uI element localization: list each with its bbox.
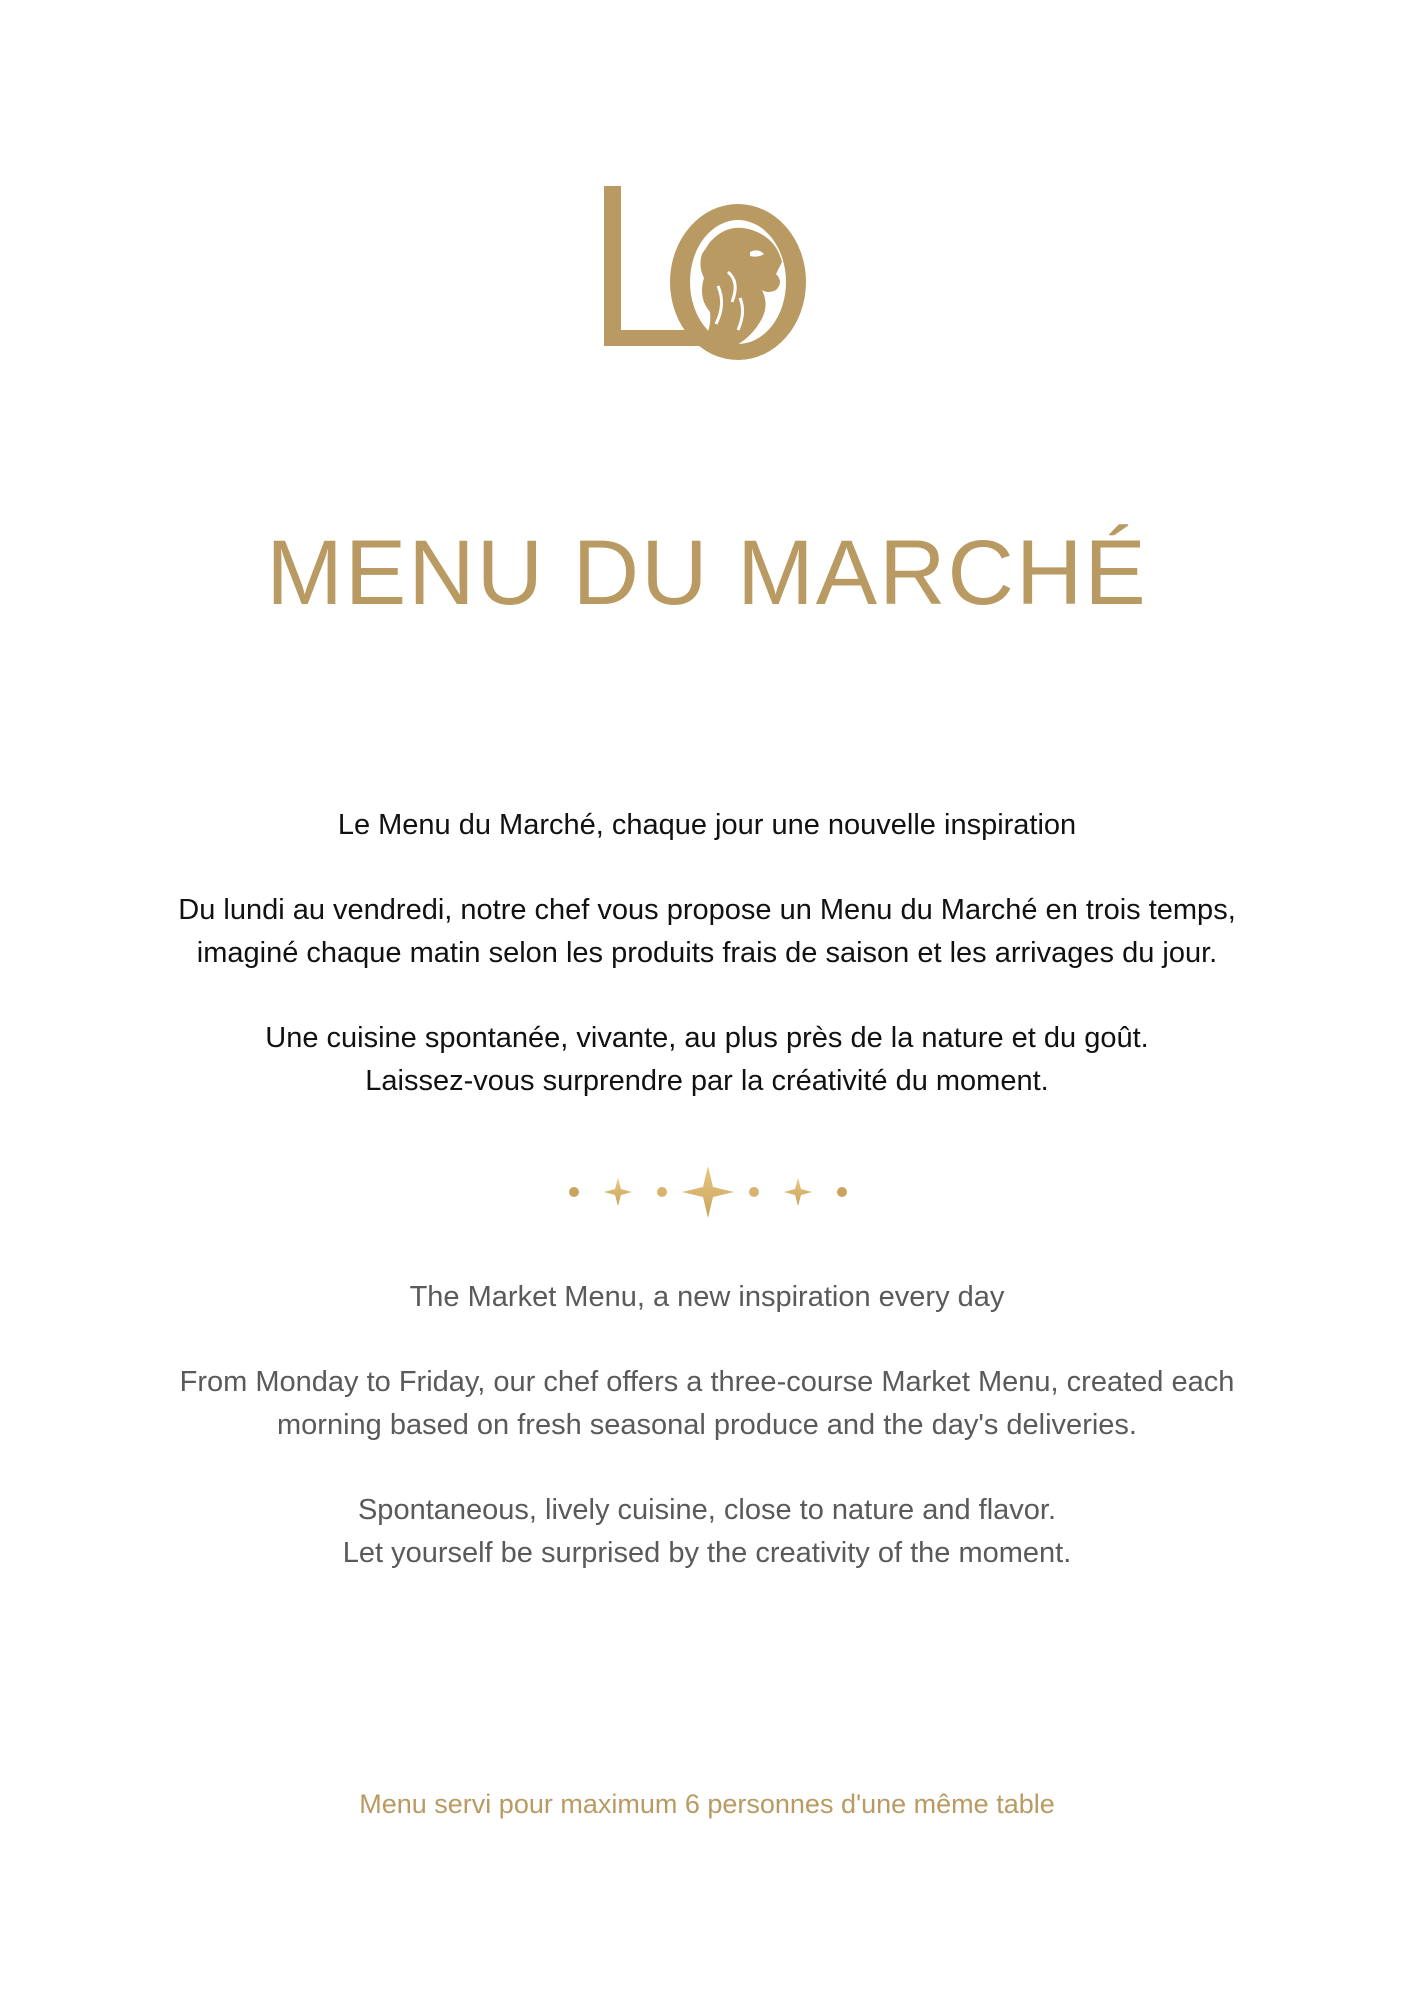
english-paragraph1-line2: morning based on fresh seasonal produce and the day's deliveries. bbox=[277, 1409, 1137, 1441]
footer-note: Menu servi pour maximum 6 personnes d'une même table bbox=[359, 1789, 1055, 1819]
french-description bbox=[60, 804, 1354, 1103]
english-description bbox=[60, 1276, 1354, 1575]
french-paragraph2-line2: Laissez-vous surprendre par la créativité du moment. bbox=[365, 1065, 1049, 1097]
french-heading: Le Menu du Marché, chaque jour une nouvelle inspiration bbox=[337, 809, 1077, 841]
sparkle-divider-icon bbox=[560, 1160, 856, 1224]
english-paragraph2-line2: Let yourself be surprised by the creativity of the moment. bbox=[342, 1537, 1072, 1569]
french-paragraph1-line2: imaginé chaque matin selon les produits frais de saison et les arrivages du jour. bbox=[196, 937, 1218, 969]
english-paragraph2-line1: Spontaneous, lively cuisine, close to nature and flavor. bbox=[357, 1494, 1057, 1526]
english-paragraph1-line1: From Monday to Friday, our chef offers a three-course Market Menu, created each bbox=[179, 1366, 1235, 1398]
english-heading: The Market Menu, a new inspiration every day bbox=[409, 1281, 1005, 1313]
french-paragraph2-line1: Une cuisine spontanée, vivante, au plus près de la nature et du goût. bbox=[265, 1022, 1149, 1054]
french-paragraph1-line1: Du lundi au vendredi, notre chef vous propose un Menu du Marché en trois temps, bbox=[178, 894, 1236, 926]
lion-logo-icon bbox=[600, 182, 816, 364]
page-title: MENU DU MARCHÉ bbox=[266, 522, 1148, 624]
